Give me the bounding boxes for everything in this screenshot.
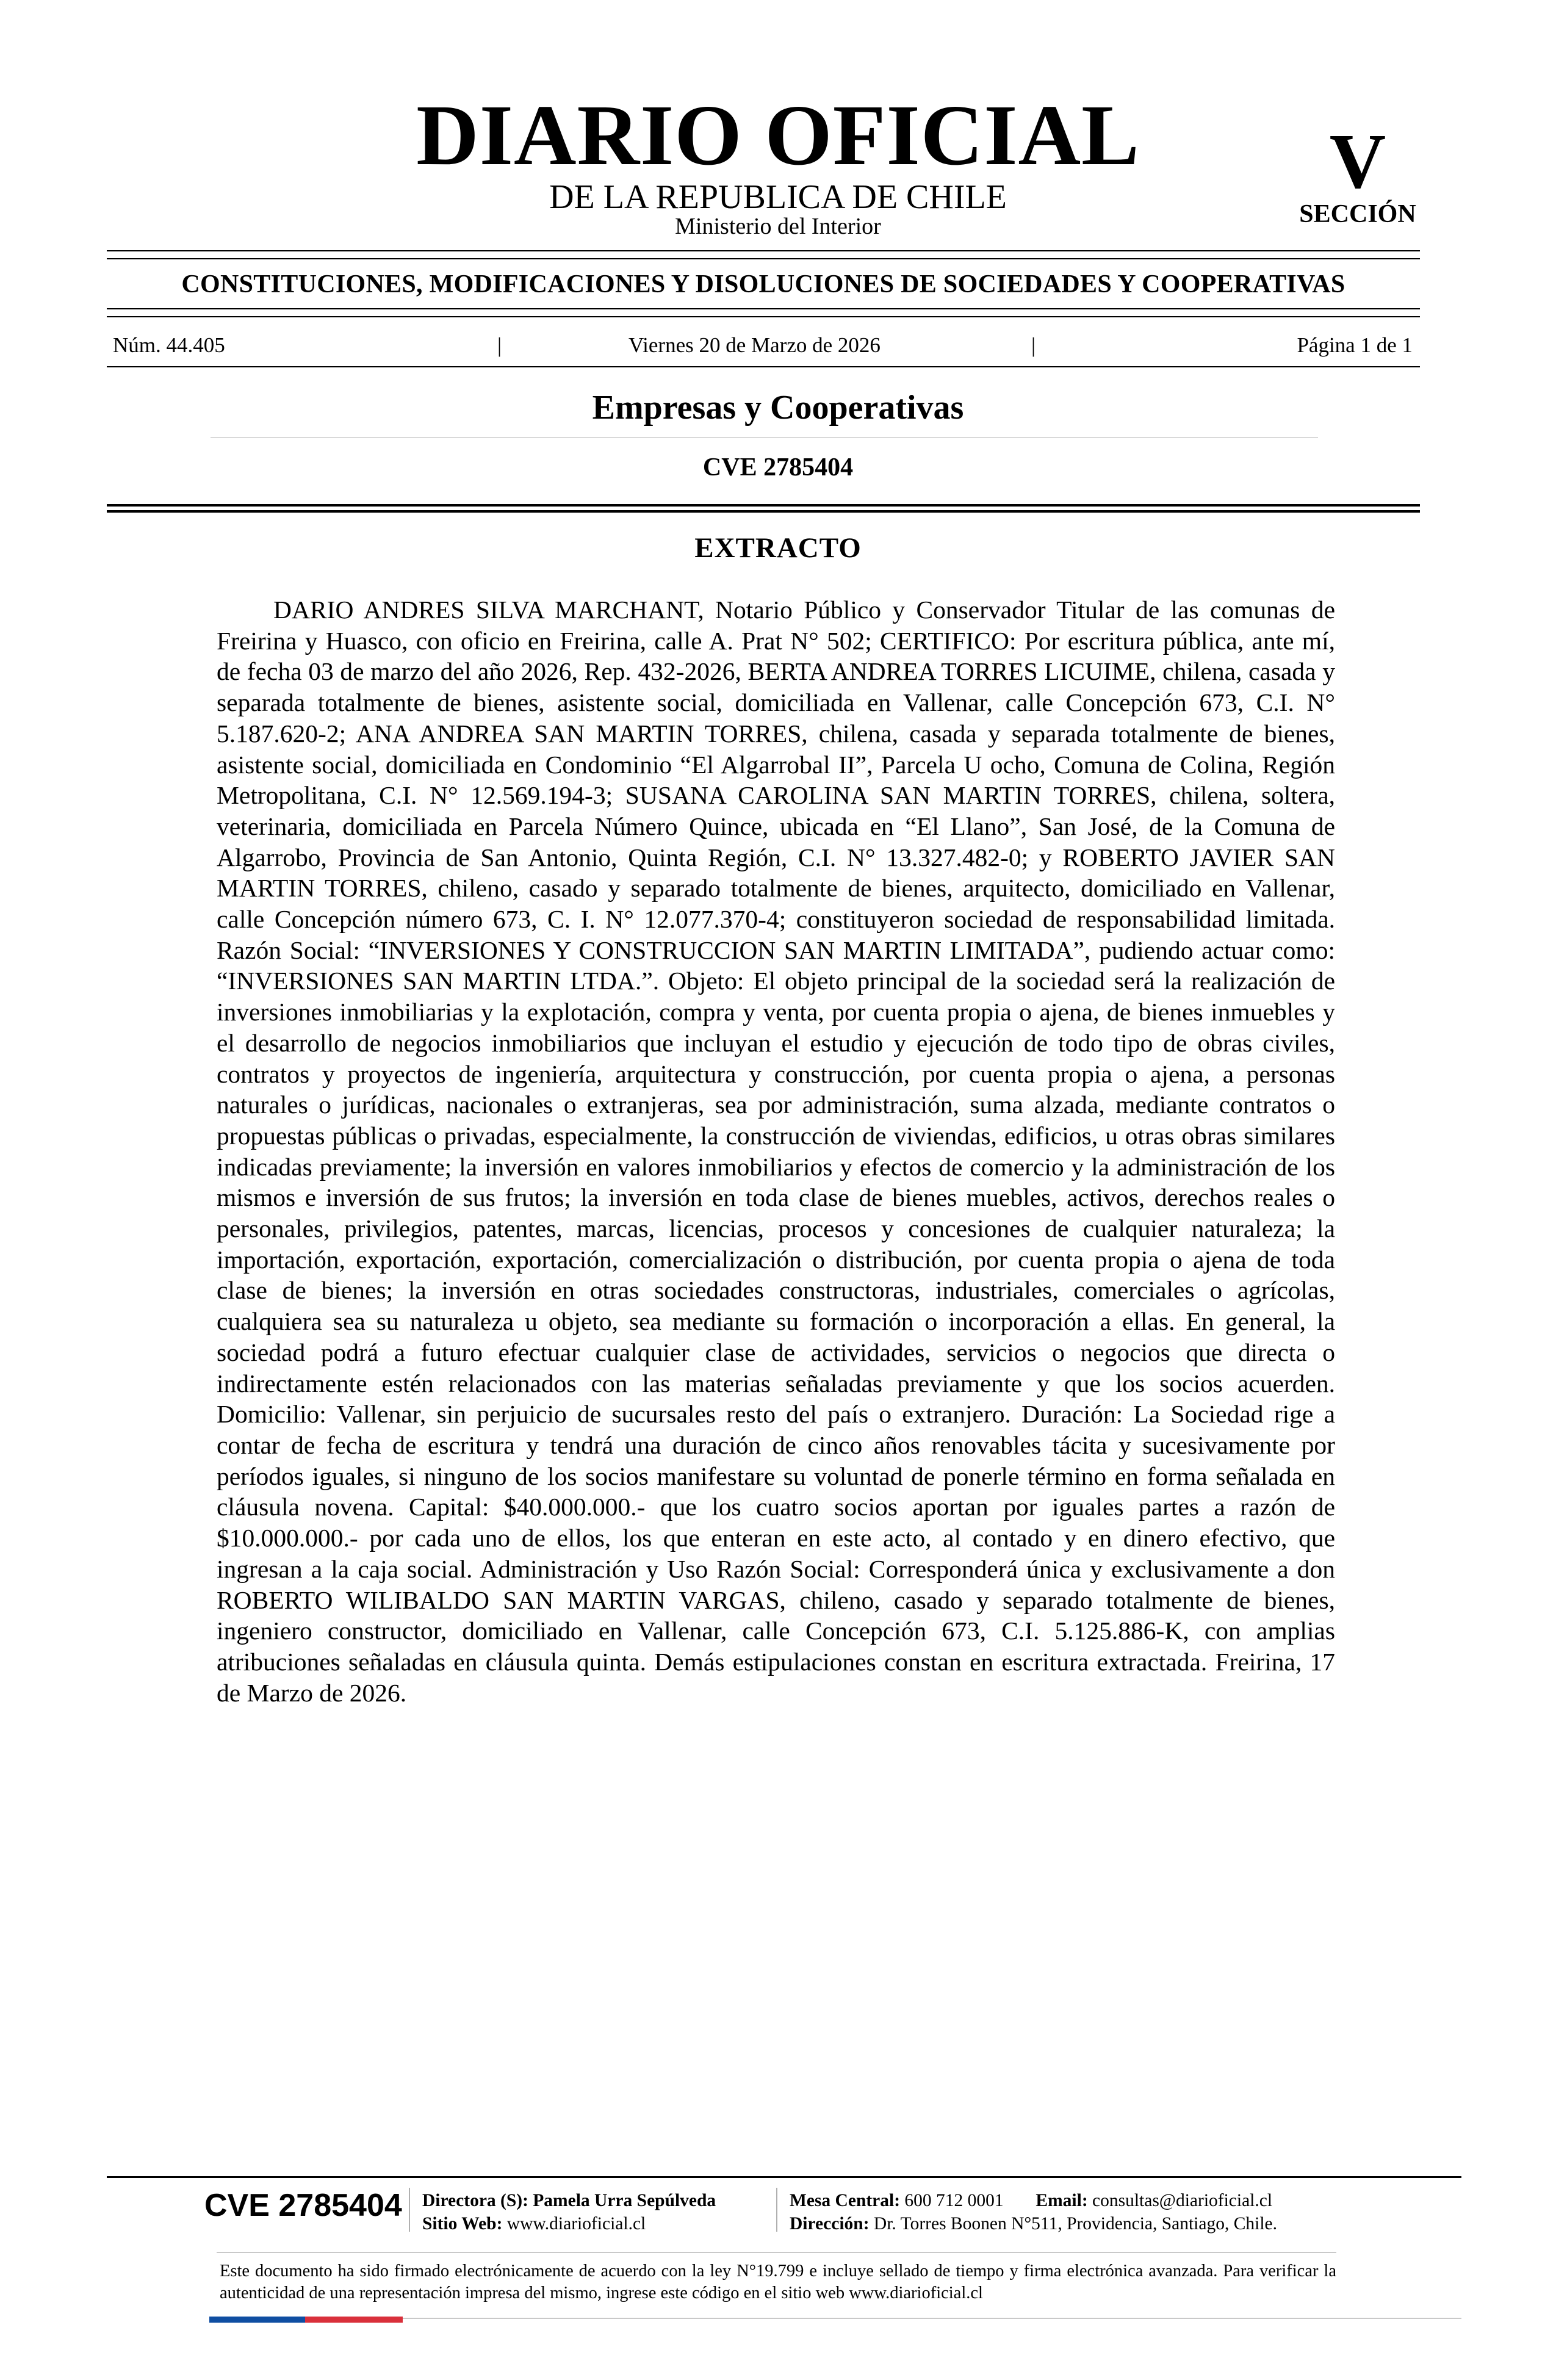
divider	[107, 366, 1420, 367]
flag-stripe-blue	[209, 2317, 305, 2323]
footer-divider	[107, 2176, 1461, 2178]
section-label: SECCIÓN	[1299, 200, 1416, 228]
cve-code: CVE 2785404	[702, 453, 854, 481]
footer-director: Directora (S): Pamela Urra Sepúlveda	[422, 2191, 716, 2210]
divider	[107, 250, 1420, 251]
footer-website-link[interactable]: www.diarioficial.cl	[506, 2214, 646, 2234]
footer-separator	[409, 2188, 410, 2232]
footer-email-link[interactable]: consultas@diarioficial.cl	[1092, 2191, 1273, 2210]
footer-separator	[776, 2188, 777, 2232]
footer-phone: 600 712 0001	[904, 2191, 1004, 2210]
masthead-subtitle: DE LA REPUBLICA DE CHILE	[549, 178, 1007, 216]
footer-cve-code: CVE 2785404	[204, 2188, 402, 2223]
masthead-title: DIARIO OFICIAL	[416, 87, 1140, 183]
section-number: V	[1329, 118, 1386, 204]
divider	[107, 308, 1420, 309]
category-title: Empresas y Cooperativas	[592, 389, 964, 427]
footer-phone-label: Mesa Central:	[790, 2191, 901, 2210]
section-heading: CONSTITUCIONES, MODIFICACIONES Y DISOLUCIONES DE SOCIEDADES Y COOPERATIVAS	[181, 270, 1345, 298]
masthead-ministry: Ministerio del Interior	[675, 214, 881, 239]
extract-body: DARIO ANDRES SILVA MARCHANT, Notario Público y Conservador Titular de las comunas de Freirina y Huasco, con oficio en Freirina, calle A. Prat N° 502; CERTIFICO: Por escritura pública, ante mí, de fecha 03 de marzo del año 2026, Rep. 432-2026, BERTA ANDREA TORRES LICUIME, chilena, casada y separada totalmente de bienes, asistente social, domiciliada en Vallenar, calle Concepción 673, C.I. N° 5.187.620-2; ANA ANDREA SAN MARTIN TORRES, chilena, casada y separada totalmente de bienes, asistente social, domiciliada en Condominio “El Algarrobal II”, Parcela U ocho, Comuna de Colina, Región Metropolitana, C.I. N° 12.569.194-3; SUSANA CAROLINA SAN MARTIN TORRES, chilena, soltera, veterinaria, domiciliada en Parcela Número Quince, ubicada en “El Llano”, San José, de la Comuna de Algarrobo, Provincia de San Antonio, Quinta Región, C.I. N° 13.327.482-0; y ROBERTO JAVIER SAN MARTIN TORRES, chileno, casado y separado totalmente de bienes, arquitecto, domiciliado en Vallenar, calle Concepción número 673, C. I. N° 12.077.370-4; constituyeron sociedad de responsabilidad limitada. Razón Social: “INVERSIONES Y CONSTRUCCION SAN MARTIN LIMITADA”, pudiendo actuar como: “INVERSIONES SAN MARTIN LTDA.”. Objeto: El objeto principal de la sociedad será la realización de inversiones inmobiliarias y la explotación, compra y venta, por cuenta propia o ajena, de bienes inmuebles y el desarrollo de negocios inmobiliarios que incluyan el estudio y ejecución de todo tipo de obras civiles, contratos y proyectos de ingeniería, arquitectura y construcción, por cuenta propia o ajena, a personas naturales o jurídicas, nacionales o extranjeras, sea por administración, suma alzada, mediante contratos o propuestas públicas o privadas, especialmente, la construcción de viviendas, edificios, u otras obras similares indicadas previamente; la inversión en valores inmobiliarios y efectos de comercio y la administración de los mismos e inversión de sus frutos; la inversión en toda clase de bienes muebles, activos, derechos reales o personales, privilegios, patentes, marcas, licencias, procesos y concesiones de cualquier naturaleza; la importación, exportación, exportación, comercialización o distribución, por cuenta propia o ajena de toda clase de bienes; la inversión en otras sociedades constructoras, industriales, comerciales o agrícolas, cualquiera sea su naturaleza u objeto, sea mediante su formación o incorporación a ellas. En general, la sociedad podrá a futuro efectuar cualquier clase de actividades, servicios o negocios que directa o indirectamente estén relacionados con las materias señaladas previamente y que los socios acuerden. Domicilio: Vallenar, sin perjuicio de sucursales resto del país o extranjero. Duración: La Sociedad rige a contar de fecha de escritura y tendrá una duración de cinco años renovables tácita y sucesivamente por períodos iguales, si ninguno de los socios manifestare su voluntad de ponerle término en forma señalada en cláusula novena. Capital: $40.000.000.- que los cuatro socios aportan por iguales partes a razón de $10.000.000.- por cada uno de ellos, los que enteran en este acto, al contado y en dinero efectivo, que ingresan a la caja social. Administración y Uso Razón Social: Corresponderá única y exclusivamente a don ROBERTO WILIBALDO SAN MARTIN VARGAS, chileno, casado y separado totalmente de bienes, ingeniero constructor, domiciliado en Vallenar, calle Concepción 673, C.I. 5.125.886-K, con amplias atribuciones señaladas en cláusula quinta. Demás estipulaciones constan en escritura extractada. Freirina, 17 de Marzo de 2026.	[217, 596, 1335, 1707]
issue-date: Viernes 20 de Marzo de 2026	[629, 333, 881, 357]
issue-number: Núm. 44.405	[113, 333, 225, 357]
footer-website-label: Sitio Web:	[422, 2214, 503, 2234]
issue-separator: |	[1031, 333, 1036, 357]
category-divider	[211, 437, 1318, 438]
flag-stripe-red	[305, 2317, 403, 2323]
footer-address-text: Dr. Torres Boonen N°511, Providencia, Santiago, Chile.	[873, 2214, 1278, 2234]
footer-divider	[403, 2318, 1461, 2319]
divider	[107, 510, 1420, 513]
footer-address-label: Dirección:	[790, 2214, 870, 2234]
divider	[107, 316, 1420, 317]
divider	[107, 504, 1420, 507]
footer-email-label: Email:	[1036, 2191, 1088, 2210]
issue-separator: |	[497, 333, 502, 357]
footer-divider	[217, 2252, 1336, 2253]
extract-title: EXTRACTO	[694, 532, 862, 564]
footer-website	[422, 2215, 646, 2234]
divider	[107, 258, 1420, 259]
page-number: Página 1 de 1	[1297, 333, 1413, 357]
footer-signature-notice: Este documento ha sido firmado electrónicamente de acuerdo con la ley N°19.799 e incluye sellado de tiempo y firma electrónica avanzada. Para verificar la autenticidad de una representación impresa del mismo, ingrese este código en el sitio web www.diarioficial.cl	[220, 2262, 1336, 2302]
footer-contact	[790, 2192, 1272, 2210]
footer-address	[790, 2215, 1277, 2234]
